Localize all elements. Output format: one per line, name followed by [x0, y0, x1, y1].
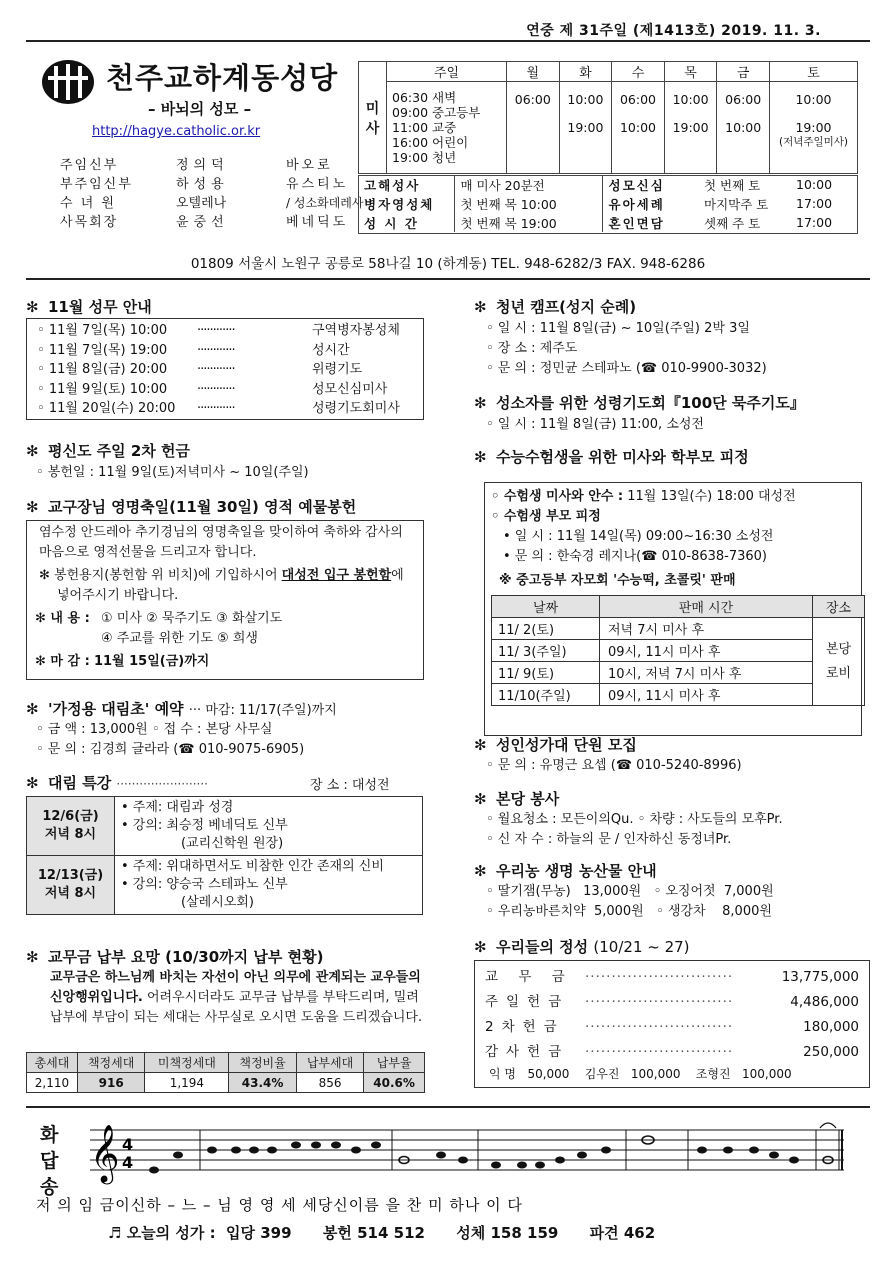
advent-lecture-table — [26, 796, 423, 915]
staff-list — [60, 156, 363, 232]
serve-line: ◦ 월요청소 : 모든이의Qu. ◦ 차량 : 사도들의 모후Pr. — [486, 812, 783, 827]
hymn-lyrics: 저 의 임 금이신하 – 느 – 님 영 영 세 세당신이름 을 찬 미 하나 이 다 — [36, 1196, 523, 1214]
mass-schedule-table: 미 사 주일 월 화 수 목 금 토 06:30 새벽 09:00 중고등부 11:00 교중 16:00 어린이 19:00 청년 06:00 10:00 19:00 06:00 10:00 10:00 19:00 06:00 10:00 10:00 19:00 (저녁주일미사) — [358, 61, 858, 174]
parish-name: 천주교하계동성당 — [106, 61, 339, 95]
offering-section-title: ✻ 우리들의 정성 (10/21 ~ 27) — [474, 938, 690, 956]
nov-section-title: ✻ 11월 성무 안내 — [26, 298, 152, 316]
section-marker-icon: ✻ — [474, 862, 487, 880]
dues-table: 총세대 책정세대 미책정세대 책정비율 납부세대 납부율 2,110 916 1,194 43.4% 856 40.6% — [26, 1052, 425, 1093]
staff-row: 주임신부 정의덕 바오로 — [60, 158, 333, 173]
section-marker-icon: ✻ — [474, 394, 487, 412]
staff-row: 수 녀 원 오텔레나 / 성소화데레사 — [60, 196, 364, 211]
exam-box: ◦ 수험생 미사와 안수 : 11월 13일(수) 18:00 대성전 ◦ 수험생 부모 피정 • 일 시 : 11월 14일(목) 09:00~16:30 소성전 • 문 의 : 한숙경 레지나(☎ 010-8638-7360) ※ 중고등부 자모회 '수능떡, 초콜릿' 판매 날짜 판매 시간 장소 11/ 2(토) 저녁 7시 미사 후 본당 로비 11/ 3(주일) 09시, 11시 미사 후 11/ 9(토) 10시, 저녁 7시 미사 후 11/10(주일) 09시, 11시 미사 후 — [484, 482, 862, 736]
list-item: ◦ 11월 9일(토) 10:00 ············ 성모신심미사 — [37, 381, 388, 397]
anonymous-donors: 익 명 50,000 김우진 100,000 조형진 100,000 — [489, 1067, 792, 1081]
rosary-section-title: ✻ 성소자를 위한 성령기도회『100단 묵주기도』 — [474, 394, 805, 412]
section-marker-icon: ✻ — [474, 298, 487, 316]
offering-box — [474, 960, 870, 1088]
list-item: ◦ 11월 20일(수) 20:00 ············ 성령기도회미사 — [37, 401, 400, 416]
parish-url-link[interactable]: http://hagye.catholic.or.kr — [92, 124, 261, 139]
exam-section-title: ✻ 수능수험생을 위한 미사와 학부모 피정 — [474, 448, 749, 466]
farm-line: ◦ 우리농바른치약 5,000원 ◦ 생강차 8,000원 — [486, 904, 772, 919]
serve-line: ◦ 신 자 수 : 하늘의 문 / 인자하신 동정녀Pr. — [486, 832, 732, 847]
table-row: 11/ 3(주일) 09시, 11시 미사 후 — [492, 640, 865, 662]
top-rule — [26, 40, 870, 42]
hymn-staff — [26, 1118, 872, 1216]
list-item: 교 무 금 ···························· 13,775,000 — [485, 969, 859, 985]
staff-row: 부주임신부 하성용 유스티노 — [60, 177, 349, 192]
advent-place: 장 소 : 대성전 — [310, 778, 390, 793]
table-row: 11/10(주일) 09시, 11시 미사 후 — [492, 684, 865, 706]
today-hymns: ♬ 오늘의 성가 : 입당 399 봉헌 514 512 성체 158 159 파견 462 — [108, 1224, 656, 1242]
sale-table: 날짜 판매 시간 장소 11/ 2(토) 저녁 7시 미사 후 본당 로비 11/ 3(주일) 09시, 11시 미사 후 11/ 9(토) 10시, 저녁 7시 미사 후 11/10(주일) 09시, 11시 미사 후 — [491, 595, 865, 706]
laity-section-title: ✻ 평신도 주일 2차 헌금 — [26, 442, 191, 460]
dues-section-title: ✻ 교무금 납부 요망 (10/30까지 납부 현황) — [26, 948, 324, 966]
staff-row: 사목회장 윤중선 베네딕도 — [60, 215, 349, 230]
table-row: 11/ 9(토) 10시, 저녁 7시 미사 후 — [492, 662, 865, 684]
hymn-label: 화 답 송 — [40, 1124, 59, 1198]
section-marker-icon: ✻ — [26, 442, 39, 460]
table-row: 12/13(금) 저녁 8시 • 주제: 위대하면서도 비참한 인간 존재의 신비 • 강의: 양승국 스테파노 신부 (살레시오회) — [27, 856, 423, 915]
section-marker-icon: ✻ — [26, 948, 39, 966]
wreath-price-line: ◦ 금 액 : 13,000원 ◦ 접 수 : 본당 사무실 — [36, 722, 273, 737]
list-item: 주일헌금 ···························· 4,486,000 — [485, 994, 859, 1010]
camp-date-line: ◦ 일 시 : 11월 8일(금) ~ 10일(주일) 2박 3일 — [486, 321, 750, 336]
section-marker-icon: ✻ — [474, 938, 487, 956]
nov-schedule-box — [26, 318, 424, 420]
section-marker-icon: ✻ — [474, 790, 487, 808]
address-rule — [26, 278, 870, 280]
svg-text:4: 4 — [122, 1153, 134, 1172]
sunday-mass-times: 06:30 새벽 09:00 중고등부 11:00 교중 16:00 어린이 19:00 청년 — [387, 82, 507, 174]
laity-line: ◦ 봉헌일 : 11월 9일(토)저녁미사 ~ 10일(주일) — [36, 465, 309, 480]
advent-section-title: ✻ 대림 특강 ························ — [26, 774, 208, 792]
serve-section-title: ✻ 본당 봉사 — [474, 790, 560, 808]
list-item: 감사헌금 ···························· 250,000 — [485, 1044, 859, 1060]
services-table: 고해성사 매 미사 20분전 성모신심 첫 번째 토 10:00 병자영성체 첫 번째 목 10:00 유아세례 마지막주 토 17:00 성 시 간 첫 번째 목 19:00 혼인면담 셋째 주 토 17:00 — [364, 177, 833, 231]
camp-place-line: ◦ 장 소 : 제주도 — [486, 341, 578, 356]
section-marker-icon: ✻ — [26, 298, 39, 316]
svg-text:𝄞: 𝄞 — [90, 1124, 120, 1182]
section-marker-icon: ✻ — [26, 498, 39, 516]
list-item: 2차헌금 ···························· 180,000 — [485, 1019, 859, 1035]
parish-logo-icon — [40, 58, 96, 106]
dues-text: 교무금은 하느님께 바치는 자선이 아닌 의무에 관계되는 교우들의 신앙행위입니다. 어려우시더라도 교무금 납부를 부탁드리며, 밀려 납부에 부담이 되는 세대는 사무실로 오시면 도움을 드리겠습니다. — [50, 970, 423, 1025]
choir-section-title: ✻ 성인성가대 단원 모집 — [474, 736, 637, 754]
camp-contact-line: ◦ 문 의 : 정민균 스테파노 (☎ 010-9900-3032) — [486, 361, 767, 376]
rosary-date-line: ◦ 일 시 : 11월 8일(금) 11:00, 소성전 — [486, 417, 704, 432]
list-item: ◦ 11월 8일(금) 20:00 ············ 위령기도 — [37, 362, 363, 377]
farm-line: ◦ 딸기잼(무농) 13,000원 ◦ 오징어젓 7,000원 — [486, 884, 774, 899]
choir-contact-line: ◦ 문 의 : 유명근 요셉 (☎ 010-5240-8996) — [486, 758, 742, 773]
parish-address: 01809 서울시 노원구 공릉로 58나길 10 (하계동) TEL. 948-6282/3 FAX. 948-6286 — [190, 256, 706, 272]
bishop-box: 염수정 안드레아 추기경님의 영명축일을 맞이하여 축하와 감사의 마음으로 영적선물을 드리고자 합니다. ✻ 봉헌용지(봉헌함 위 비치)에 기입하시어 대성전 입구 봉헌함에 넣어주시기 바랍니다. ✻ 내 용 : ① 미사 ② 묵주기도 ③ 화살기도 ④ 주교를 위한 기도 ⑤ 희생 ✻ 마 감 : 11월 15일(금)까지 — [26, 520, 424, 680]
section-marker-icon: ✻ — [474, 736, 487, 754]
wreath-contact-line: ◦ 문 의 : 김경희 글라라 (☎ 010-9075-6905) — [36, 742, 305, 757]
svg-text:4: 4 — [122, 1135, 134, 1154]
issue-info: 연중 제 31주일 (제1413호) 2019. 11. 3. — [526, 23, 821, 39]
section-marker-icon: ✻ — [26, 774, 39, 792]
table-row: 11/ 2(토) 저녁 7시 미사 후 본당 로비 — [492, 618, 865, 640]
farm-section-title: ✻ 우리농 생명 농산물 안내 — [474, 862, 657, 880]
parish-subtitle: – 바뇌의 성모 – — [148, 100, 252, 118]
list-item: ◦ 11월 7일(목) 10:00 ············ 구역병자봉성체 — [37, 323, 400, 338]
section-marker-icon: ✻ — [26, 700, 39, 718]
music-rule — [26, 1106, 870, 1108]
wreath-section-title: ✻ '가정용 대림초' 예약 ··· 마감: 11/17(주일)까지 — [26, 700, 337, 718]
bishop-section-title: ✻ 교구장님 영명축일(11월 30일) 영적 예물봉헌 — [26, 498, 357, 516]
list-item: ◦ 11월 7일(목) 19:00 ············ 성시간 — [37, 342, 350, 358]
camp-section-title: ✻ 청년 캠프(성지 순례) — [474, 298, 637, 316]
section-marker-icon: ✻ — [474, 448, 487, 466]
table-row: 12/6(금) 저녁 8시 • 주제: 대림과 성경 • 강의: 최승정 베네딕토 신부 (교리신학원 원장) — [27, 797, 423, 856]
